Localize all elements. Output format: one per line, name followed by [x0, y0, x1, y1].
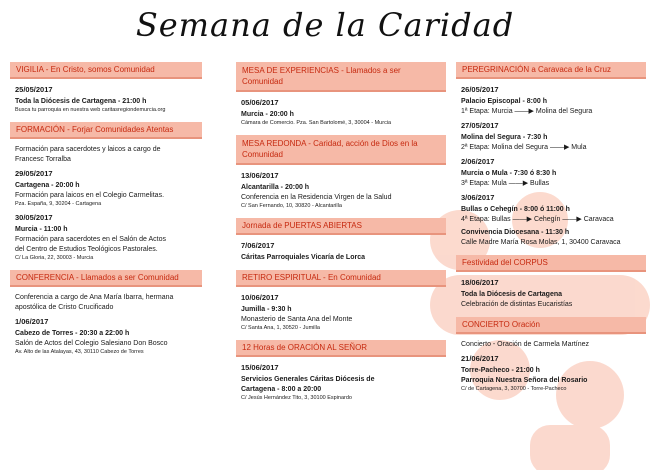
- event-address: C/ La Gloria, 22, 30003 - Murcia: [15, 255, 94, 261]
- event-place: Toda la Diócesis de Cartagena - 21:00 h: [15, 98, 147, 105]
- event-date: 15/06/2017: [241, 363, 279, 372]
- event-description: Conferencia en la Residencia Virgen de la Salud: [241, 194, 392, 201]
- event-place: Jumilla - 9:30 h: [241, 306, 292, 313]
- column-right: [456, 58, 646, 394]
- event-description: Formación para sacerdotes en el Salón de Actos: [15, 236, 166, 243]
- event-place: Torre-Pacheco - 21:00 h: [461, 367, 540, 374]
- section-header-mesa-experiencias: MESA DE EXPERIENCIAS - Llamados a ser Comunidad: [236, 62, 446, 92]
- section-header-jornada: Jornada de PUERTAS ABIERTAS: [236, 218, 446, 235]
- page-title: Semana de la Caridad: [135, 6, 515, 44]
- event-date: 27/05/2017: [461, 121, 499, 130]
- event-date: 30/05/2017: [15, 213, 53, 222]
- event-date: 7/06/2017: [241, 241, 275, 250]
- event-date: 05/06/2017: [241, 98, 279, 107]
- event-date: 21/06/2017: [461, 354, 499, 363]
- section-header-retiro: RETIRO ESPIRITUAL - En Comunidad: [236, 270, 446, 287]
- event-place: Toda la Diócesis de Cartagena: [461, 291, 563, 298]
- event-place: Cartagena - 8:00 a 20:00: [241, 386, 322, 393]
- event-address: C/ de Cartagena, 3, 30700 - Torre-Pacheco: [461, 386, 567, 392]
- column-left: [10, 58, 202, 357]
- event-description: apostólica de Cristo Crucificado: [15, 304, 114, 311]
- event-place: Murcia o Mula - 7:30 ó 8:30 h: [461, 170, 557, 177]
- event-place: Molina del Segura - 7:30 h: [461, 134, 548, 141]
- event-date: 10/06/2017: [241, 293, 279, 302]
- event-stage: 2ª Etapa: Molina del Segura ——▶ Mula: [461, 144, 587, 151]
- event-place: Servicios Generales Cáritas Diócesis de: [241, 376, 375, 383]
- event-stage: 1ª Etapa: Murcia ——▶ Molina del Segura: [461, 108, 593, 115]
- event-note: Busca tu parroquia en nuestra web caritasregiondemurcia.org: [15, 107, 166, 113]
- event-description: Concierto - Oración de Carmela Martínez: [461, 341, 589, 348]
- section-header-vigilia: VIGILIA - En Cristo, somos Comunidad: [10, 62, 202, 79]
- section-header-mesa-redonda: MESA REDONDA - Caridad, acción de Dios en la Comunidad: [236, 135, 446, 165]
- event-date: 1/06/2017: [15, 317, 49, 326]
- event-place: Cabezo de Torres - 20:30 a 22:00 h: [15, 330, 130, 337]
- event-description: del Centro de Estudios Teológicos Pastorales.: [15, 246, 158, 253]
- section-header-concierto: CONCIERTO Oración: [456, 317, 646, 334]
- event-place: Bullas o Cehegín - 8:00 ó 11:00 h: [461, 206, 570, 213]
- event-date: 26/05/2017: [461, 85, 499, 94]
- event-place: Cartagena - 20:00 h: [15, 182, 80, 189]
- event-date: 13/06/2017: [241, 171, 279, 180]
- event-address: C/ Santa Ana, 1, 30520 - Jumilla: [241, 325, 320, 331]
- event-address: C/ San Fernando, 10, 30820 - Alcantarilla: [241, 203, 342, 209]
- event-address: Pza. España, 9, 30204 - Cartagena: [15, 201, 102, 207]
- section-header-conferencia: CONFERENCIA - Llamados a ser Comunidad: [10, 270, 202, 287]
- event-place: Convivencia Diocesana - 11:30 h: [461, 229, 570, 236]
- event-description: Francesc Torralba: [15, 156, 71, 163]
- event-description: Celebración de distintas Eucaristías: [461, 301, 573, 308]
- event-address: Calle Madre María Rosa Molas, 1, 30400 Caravaca: [461, 239, 621, 246]
- event-date: 29/05/2017: [15, 169, 53, 178]
- column-middle: [236, 58, 446, 403]
- event-place: Cáritas Parroquiales Vicaría de Lorca: [241, 254, 365, 261]
- section-header-oracion: 12 Horas de ORACIÓN AL SEÑOR: [236, 340, 446, 357]
- event-stage: 3ª Etapa: Mula ——▶ Bullas: [461, 180, 550, 187]
- event-stage: 4ª Etapa: Bullas ——▶ Cehegín ——▶ Caravaca: [461, 216, 614, 223]
- event-date: 18/06/2017: [461, 278, 499, 287]
- event-address: C/ Jesús Hernández Tito, 3, 30100 Espinardo: [241, 395, 352, 401]
- event-address: Cámara de Comercio. Pza. San Bartolomé, 3, 30004 - Murcia: [241, 120, 392, 126]
- event-date: 3/06/2017: [461, 193, 495, 202]
- event-description: Monasterio de Santa Ana del Monte: [241, 316, 353, 323]
- event-place: Alcantarilla - 20:00 h: [241, 184, 310, 191]
- event-place: Palacio Episcopal - 8:00 h: [461, 98, 547, 105]
- event-date: 25/05/2017: [15, 85, 53, 94]
- event-date: 2/06/2017: [461, 157, 495, 166]
- event-place: Parroquia Nuestra Señora del Rosario: [461, 377, 588, 384]
- event-place: Murcia - 20:00 h: [241, 111, 294, 118]
- section-header-formacion: FORMACIÓN - Forjar Comunidades Atentas: [10, 122, 202, 139]
- event-description: Conferencia a cargo de Ana María Ibarra, hermana: [15, 294, 174, 301]
- section-header-corpus: Festividad del CORPUS: [456, 255, 646, 272]
- event-place: Murcia - 11:00 h: [15, 226, 68, 233]
- event-description: Salón de Actos del Colegio Salesiano Don Bosco: [15, 340, 168, 347]
- section-header-peregrinacion: PEREGRINACIÓN a Caravaca de la Cruz: [456, 62, 646, 79]
- event-address: Av. Alto de las Atalayas, 43, 30110 Cabezo de Torres: [15, 349, 144, 355]
- event-description: Formación para laicos en el Colegio Carmelitas.: [15, 192, 165, 199]
- event-description: Formación para sacerdotes y laicos a cargo de: [15, 146, 161, 153]
